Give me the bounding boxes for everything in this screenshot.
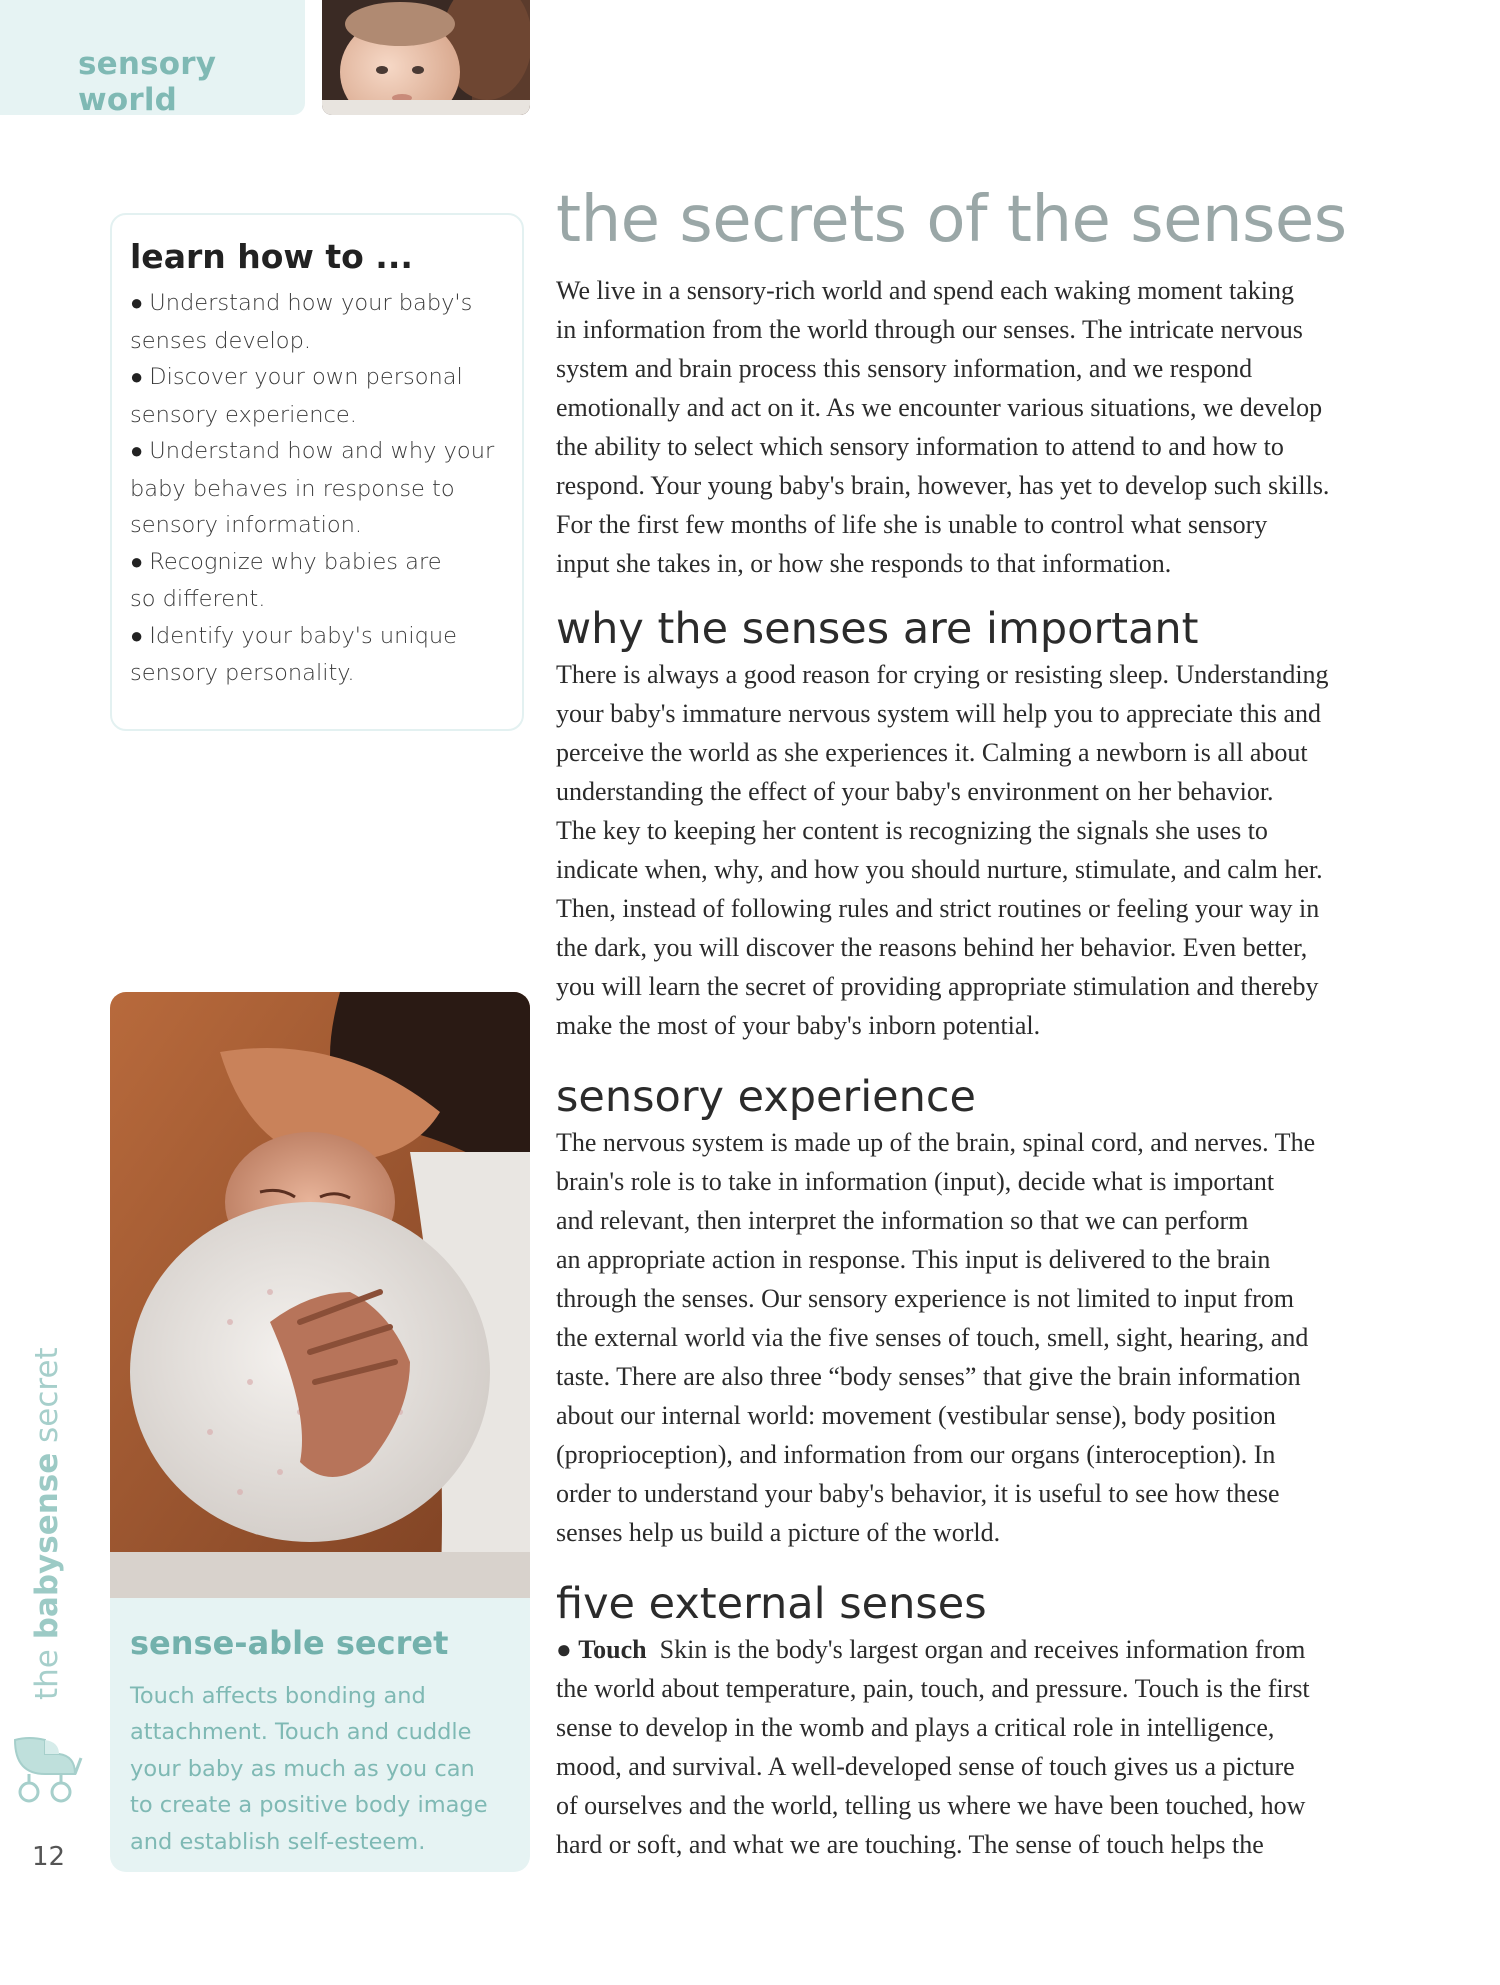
section-heading-sensory-experience: sensory experience — [556, 1072, 976, 1122]
paragraph-line: The key to keeping her content is recognizing the signals she uses to — [556, 816, 1268, 845]
learn-how-to-list — [130, 285, 514, 692]
series-label-suffix: secret — [29, 1347, 65, 1453]
section-heading-why-senses: why the senses are important — [556, 604, 1199, 654]
paragraph-line: in information from the world through our senses. The intricate nervous — [556, 315, 1303, 344]
paragraph-line-text: Skin is the body's largest organ and receives information from — [659, 1635, 1306, 1664]
list-item-text: Understand how your baby's — [149, 290, 473, 316]
paragraph-line: brain's role is to take in information (input), decide what is important — [556, 1167, 1275, 1196]
list-item — [130, 618, 514, 692]
series-label-prefix: the — [29, 1639, 65, 1700]
sense-able-secret-text — [130, 1678, 510, 1860]
list-item-text: Recognize why babies are — [149, 548, 442, 575]
bullet-icon: ● — [130, 365, 144, 390]
paragraph-line: of ourselves and the world, telling us where we have been touched, how — [556, 1791, 1306, 1820]
page-number: 12 — [32, 1842, 66, 1872]
list-item-text: sensory personality. — [130, 660, 355, 686]
pram-icon — [7, 1728, 83, 1808]
paragraph-line: the dark, you will discover the reasons behind her behavior. Even better, — [556, 933, 1308, 962]
page-title: the secrets of the senses — [556, 183, 1347, 257]
section-tab — [0, 0, 305, 118]
bullet-icon: ● — [556, 1635, 579, 1664]
section-body-five-external-senses — [556, 1630, 1436, 1864]
paragraph-line: make the most of your baby's inborn potential. — [556, 1011, 1041, 1040]
paragraph-line: perceive the world as she experiences it. Calming a newborn is all about — [556, 738, 1308, 767]
paragraph-line: you will learn the secret of providing appropriate stimulation and thereby — [556, 972, 1319, 1001]
learn-how-to-title: learn how to ... — [130, 237, 413, 276]
list-item-text: sensory information. — [130, 512, 363, 538]
secret-line: attachment. Touch and cuddle — [130, 1719, 472, 1746]
vertical-series-label — [29, 1347, 69, 1700]
paragraph-line: Then, instead of following rules and strict routines or feeling your way in — [556, 894, 1320, 923]
list-item — [130, 359, 514, 433]
section-body-sensory-experience — [556, 1123, 1436, 1552]
secret-line: to create a positive body image — [130, 1792, 488, 1819]
paragraph-line: input she takes in, or how she responds to that information. — [556, 549, 1172, 578]
learn-how-to-box — [110, 213, 524, 731]
bullet-icon: ● — [130, 291, 144, 316]
intro-paragraph — [556, 271, 1436, 583]
section-body-why-senses — [556, 655, 1436, 1045]
secret-line: and establish self-esteem. — [130, 1828, 426, 1855]
bullet-icon: ● — [130, 439, 144, 464]
paragraph-line: For the first few months of life she is unable to control what sensory — [556, 510, 1268, 539]
paragraph-line: the ability to select which sensory information to attend to and how to — [556, 432, 1284, 461]
paragraph-line: your baby's immature nervous system will help you to appreciate this and — [556, 699, 1322, 728]
series-label-brand: babysense — [29, 1452, 65, 1640]
baby-held-illustration — [322, 0, 530, 115]
paragraph-line: mood, and survival. A well-developed sense of touch gives us a picture — [556, 1752, 1295, 1781]
bullet-icon: ● — [130, 623, 144, 649]
list-item-text: baby behaves in response to — [130, 475, 455, 502]
paragraph-line: through the senses. Our sensory experience is not limited to input from — [556, 1284, 1294, 1313]
paragraph-line: an appropriate action in response. This input is delivered to the brain — [556, 1245, 1271, 1274]
sense-able-secret-title: sense-able secret — [130, 1624, 449, 1662]
paragraph-line: We live in a sensory-rich world and spend each waking moment taking — [556, 276, 1294, 305]
header-photo-baby — [322, 0, 530, 115]
paragraph-line: respond. Your young baby's brain, however, has yet to develop such skills. — [556, 471, 1330, 500]
paragraph-line: sense to develop in the womb and plays a critical role in intelligence, — [556, 1713, 1275, 1742]
list-item-text: sensory experience. — [130, 401, 357, 428]
paragraph-line: indicate when, why, and how you should nurture, stimulate, and calm her. — [556, 855, 1323, 884]
paragraph-line: the world about temperature, pain, touch, and pressure. Touch is the first — [556, 1674, 1310, 1703]
list-item-text: senses develop. — [130, 327, 311, 354]
mother-newborn-illustration — [110, 992, 530, 1598]
list-item — [130, 433, 514, 544]
section-tab-label: sensory world — [78, 46, 217, 118]
paragraph-line: taste. There are also three “body senses” that give the brain information — [556, 1362, 1301, 1391]
secret-line: Touch affects bonding and — [130, 1683, 426, 1709]
paragraph-line: emotionally and act on it. As we encounter various situations, we develop — [556, 393, 1323, 422]
list-item-text: Identify your baby's unique — [149, 622, 458, 649]
sense-able-secret-box — [110, 1598, 530, 1872]
paragraph-line: senses help us build a picture of the world. — [556, 1518, 1001, 1547]
mother-newborn-photo — [110, 992, 530, 1598]
paragraph-line: about our internal world: movement (vestibular sense), body position — [556, 1401, 1276, 1430]
paragraph-line: the external world via the five senses of touch, smell, sight, hearing, and — [556, 1323, 1309, 1352]
paragraph-line: (proprioception), and information from our organs (interoception). In — [556, 1440, 1276, 1469]
main-article — [556, 175, 1436, 1864]
list-item-text: so different. — [130, 586, 266, 612]
list-item — [130, 544, 514, 618]
bullet-icon: ● — [130, 549, 144, 575]
list-item-text: Discover your own personal — [149, 364, 463, 390]
secret-line: your baby as much as you can — [130, 1755, 475, 1782]
section-heading-five-external-senses: five external senses — [556, 1579, 987, 1629]
paragraph-line: hard or soft, and what we are touching. The sense of touch helps the — [556, 1830, 1264, 1859]
paragraph-line: system and brain process this sensory information, and we respond — [556, 354, 1253, 383]
paragraph-line: order to understand your baby's behavior, it is useful to see how these — [556, 1479, 1280, 1508]
list-item-text: Understand how and why your — [149, 438, 495, 464]
paragraph-line — [556, 1630, 1436, 1669]
paragraph-line: and relevant, then interpret the information so that we can perform — [556, 1206, 1249, 1235]
paragraph-line: There is always a good reason for crying or resisting sleep. Understanding — [556, 660, 1329, 689]
paragraph-line: understanding the effect of your baby's environment on her behavior. — [556, 777, 1274, 806]
touch-label: Touch — [578, 1635, 647, 1664]
paragraph-line: The nervous system is made up of the brain, spinal cord, and nerves. The — [556, 1128, 1316, 1157]
list-item — [130, 285, 514, 359]
